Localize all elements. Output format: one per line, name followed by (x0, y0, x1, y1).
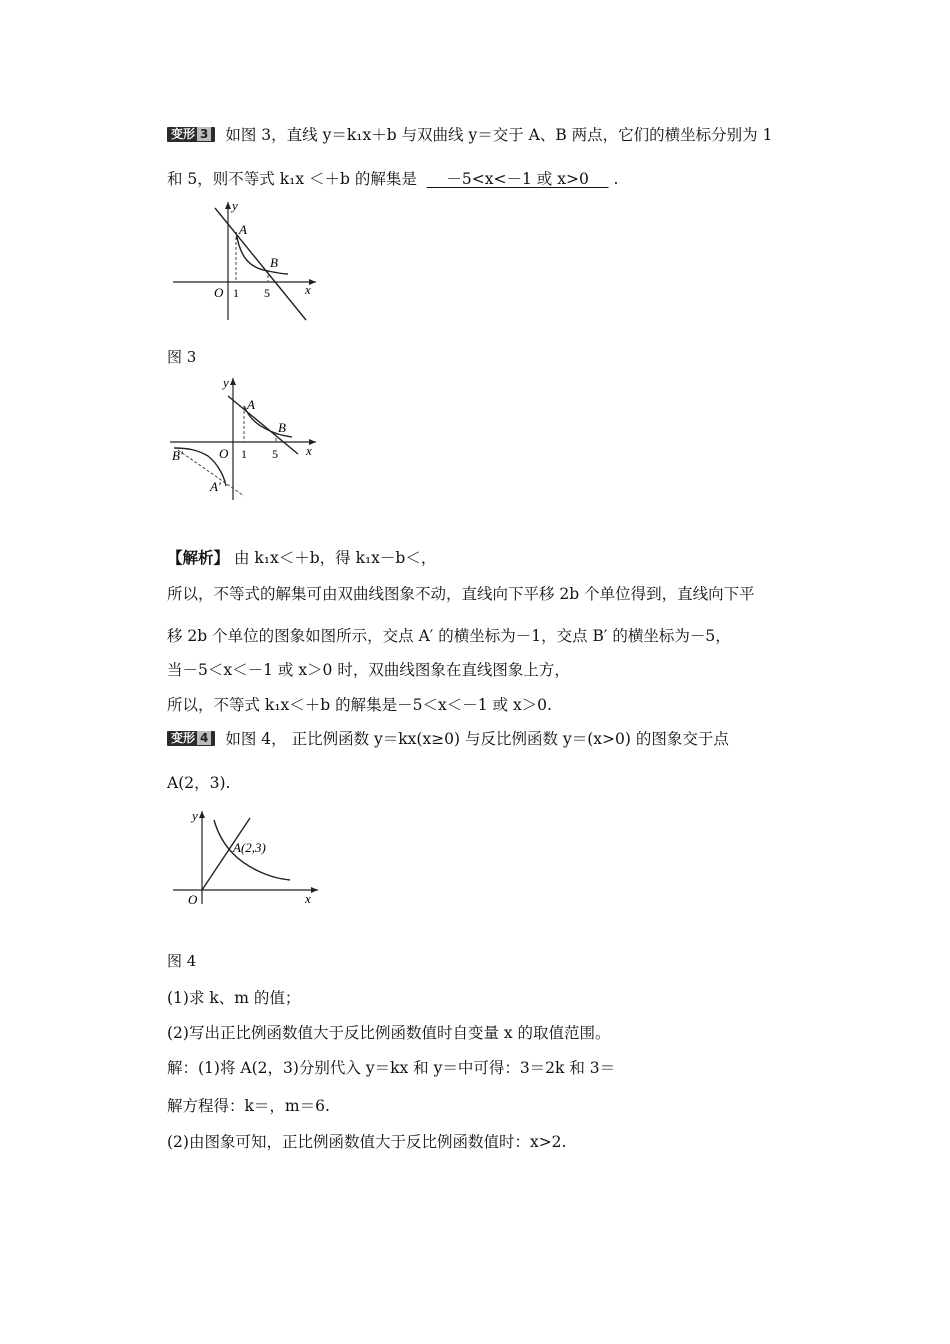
analysis-line5: 所以，不等式 k₁x＜＋b 的解集是－5＜x＜－1 或 x＞0. (167, 696, 552, 714)
fig3b-origin-label: O (219, 446, 229, 461)
problem4-line1: 变形 4 如图 4， 正比例函数 y＝kx(x≥0) 与反比例函数 y＝(x>0) 的图象交于点 (167, 728, 729, 750)
figure3-graph (168, 198, 318, 326)
fig3b-point-b-label: B (278, 420, 286, 435)
problem4-line2: A(2，3). (167, 774, 231, 792)
fig4-y-label: y (192, 808, 198, 823)
fig3b-point-a-label: A (247, 397, 255, 412)
solution-line1: 解：(1)将 A(2，3)分别代入 y＝kx 和 y＝中可得：3＝2k 和 3＝ (167, 1059, 616, 1077)
fig4-point-a-label: A(2,3) (233, 840, 266, 855)
problem3-line2: 和 5，则不等式 k₁x ＜＋b 的解集是 －5<x<－1 或 x>0 . (167, 170, 619, 188)
fig3-origin-label: O (214, 285, 224, 300)
fig3b-tick-5: 5 (272, 447, 278, 461)
fig3b-x-label: x (306, 443, 312, 458)
fig3b-point-aprime-label: A′ (210, 479, 221, 494)
question-2: (2)写出正比例函数值大于反比例函数值时自变量 x 的取值范围。 (167, 1024, 611, 1042)
solution-line3: (2)由图象可知，正比例函数值大于反比例函数值时：x>2. (167, 1133, 567, 1151)
figure3-caption: 图 3 (167, 348, 197, 366)
analysis-line2: 所以，不等式的解集可由双曲线图象不动，直线向下平移 2b 个单位得到，直线向下平 (167, 585, 755, 603)
solution-line2: 解方程得：k＝，m＝6. (167, 1097, 330, 1115)
question-1: (1)求 k、m 的值； (167, 989, 301, 1007)
fig3b-y-label: y (223, 375, 229, 390)
fig3-tick-1: 1 (233, 286, 239, 300)
problem3-line1: 变形 3 如图 3，直线 y＝k₁x＋b 与双曲线 y＝交于 A、B 两点，它们的横坐标分别为 1 (167, 124, 772, 146)
fig3-tick-5: 5 (264, 286, 270, 300)
variant-tag: 变形 4 (167, 731, 215, 746)
figure4-graph (170, 808, 320, 908)
figure4-caption: 图 4 (167, 952, 197, 970)
fig3-y-label: y (232, 198, 238, 213)
fig4-origin-label: O (188, 892, 198, 907)
analysis-line1: 【解析】 由 k₁x＜＋b，得 k₁x－b＜， (167, 548, 437, 567)
figure3b-graph (168, 372, 318, 502)
analysis-line3: 移 2b 个单位的图象如图所示，交点 A′ 的横坐标为－1，交点 B′ 的横坐标为－5， (167, 627, 731, 645)
variant-tag: 变形 3 (167, 127, 215, 142)
fig3b-tick-1: 1 (241, 447, 247, 461)
fig4-x-label: x (305, 891, 311, 906)
analysis-label: 【解析】 (167, 548, 230, 567)
fig3-point-b-label: B (270, 255, 278, 270)
analysis-line4: 当－5＜x＜－1 或 x＞0 时，双曲线图象在直线图象上方， (167, 661, 570, 679)
answer-blank: －5<x<－1 或 x>0 (446, 170, 589, 188)
fig3-point-a-label: A (239, 222, 247, 237)
fig3b-point-bprime-label: B′ (172, 448, 183, 463)
fig3-x-label: x (305, 282, 311, 297)
